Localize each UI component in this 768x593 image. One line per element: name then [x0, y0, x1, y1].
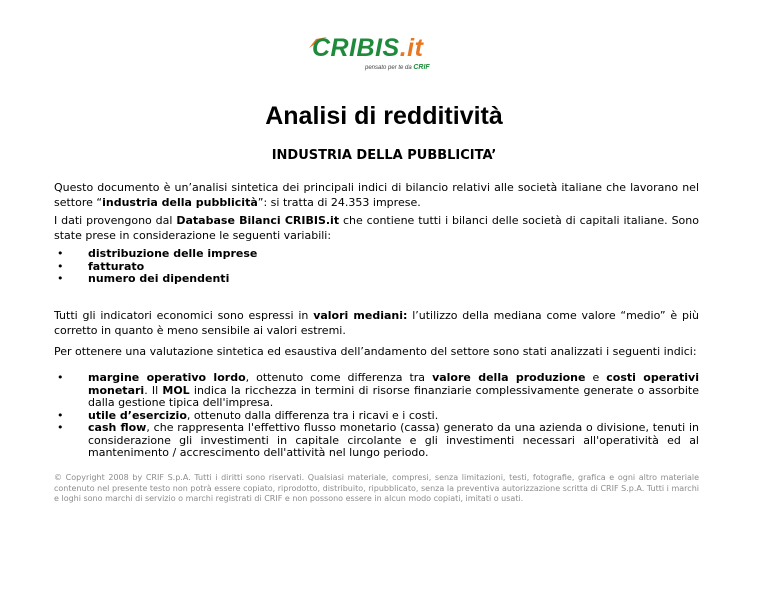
indices-intro-paragraph: Per ottenere una valutazione sintetica ed esaustiva dell’andamento del settore sono stati analizzati i seguenti indici: [54, 345, 697, 358]
bullet-icon: • [57, 272, 64, 285]
indices-list [54, 372, 699, 460]
list-item: • distribuzione delle imprese [57, 247, 258, 260]
page-subtitle: INDUSTRIA DELLA PUBBLICITA’ [271, 148, 497, 163]
list-item: • fatturato [57, 259, 145, 273]
source-paragraph: I dati provengono dal Database Bilanci CRIBIS.it che contiene tutti i bilanci delle società di capitali italiane. Sono state prese in considerazione le seguenti variabili: [54, 214, 699, 242]
logo-wordmark: CRIBIS.it [312, 34, 424, 62]
list-item: • margine operativo lordo, ottenuto come differenza tra valore della produzione e costi operativi monetari. Il MOL indica la ricchezza in termini di risorse finanziarie complessivamente generate o assorbite dalla gestione tipica dell'impresa. [57, 371, 699, 409]
logo-tagline: pensato per te da CRIF [365, 64, 430, 71]
bullet-icon: • [57, 247, 64, 260]
list-item: • cash flow, che rappresenta l'effettivo flusso monetario (cassa) generato da una azienda o divisione, tenuti in considerazione gli investimenti in capitale circolante e gli investimenti necessari all'operatività ed al mantenimento / accrescimento dell'attività nel lungo periodo. [57, 421, 700, 459]
list-item: • utile d’esercizio, ottenuto dalla differenza tra i ricavi e i costi. [57, 408, 439, 422]
copyright-notice: © Copyright 2008 by CRIF S.p.A. Tutti i diritti sono riservati. Qualsiasi materiale, compresi, senza limitazioni, testi, fotografie, grafica e ogni altro materiale contenuto nel presente testo non potrà essere copiato, riprodotto, distribuito, ripubblicato, senza la preventiva autorizzazione scritta di CRIF S.p.A. Tutti i marchi e loghi sono marchi di servizio o marchi registrati di CRIF e non possono essere in alcun modo copiati, imitati o usati. [54, 473, 699, 503]
variables-list [54, 248, 699, 286]
crif-logo: CRIF [413, 64, 430, 71]
bullet-icon: • [57, 421, 64, 434]
list-item: • numero dei dipendenti [57, 272, 230, 285]
page-title: Analisi di redditività [265, 102, 503, 130]
bullet-icon: • [57, 408, 64, 422]
median-paragraph: Tutti gli indicatori economici sono espressi in valori mediani: l’utilizzo della mediana come valore “medio” è più corretto in quanto è meno sensibile ai valori estremi. [54, 309, 699, 337]
bullet-icon: • [57, 371, 64, 384]
bullet-icon: • [57, 259, 64, 273]
cribis-logo [312, 34, 452, 76]
intro-paragraph: Questo documento è un’analisi sintetica dei principali indici di bilancio relativi alle società italiane che lavorano nel settore “industria della pubblicità”: si tratta di 24.353 imprese. [54, 181, 699, 209]
